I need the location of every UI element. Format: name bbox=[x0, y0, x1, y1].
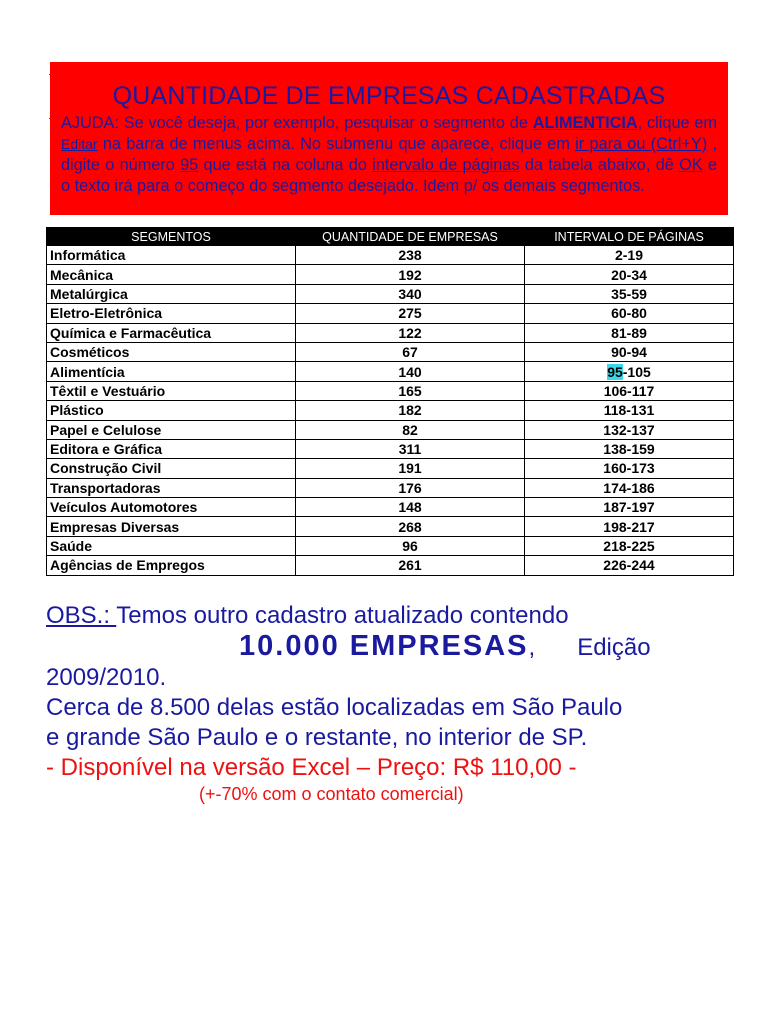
table-row bbox=[47, 265, 734, 284]
quantity-cell: 191 bbox=[296, 459, 525, 478]
help-segment-link[interactable]: ALIMENTICIA bbox=[532, 114, 638, 132]
page-range-cell: 60-80 bbox=[525, 304, 734, 323]
table-row bbox=[47, 304, 734, 323]
table-header-row bbox=[47, 228, 734, 246]
table-row bbox=[47, 362, 734, 381]
table-row bbox=[47, 459, 734, 478]
help-number-link[interactable]: 95 bbox=[180, 156, 199, 174]
help-text bbox=[61, 113, 717, 197]
page-range-cell: 226-244 bbox=[525, 556, 734, 575]
obs-commercial-note: (+-70% com o contato comercial) bbox=[199, 784, 464, 804]
column-header-segments: SEGMENTOS bbox=[47, 228, 296, 246]
help-column-link[interactable]: intervalo de páginas bbox=[372, 156, 520, 174]
page-range-cell: 198-217 bbox=[525, 517, 734, 536]
segment-cell: Construção Civil bbox=[47, 459, 296, 478]
help-menu-link[interactable]: Editar bbox=[61, 136, 98, 152]
table-row bbox=[47, 323, 734, 342]
obs-highlight: 10.000 EMPRESAS bbox=[239, 630, 529, 662]
obs-label: OBS.: bbox=[46, 602, 117, 629]
quantity-cell: 122 bbox=[296, 323, 525, 342]
table-row bbox=[47, 246, 734, 265]
quantity-cell: 182 bbox=[296, 401, 525, 420]
help-ok-link[interactable]: OK bbox=[679, 156, 703, 174]
page-range-cell: 138-159 bbox=[525, 439, 734, 458]
segments-table bbox=[46, 227, 734, 576]
help-text-part: da tabela abaixo, dê bbox=[524, 156, 674, 174]
page-range-cell: 90-94 bbox=[525, 342, 734, 361]
column-header-page-range: INTERVALO DE PÁGINAS bbox=[525, 228, 734, 246]
page-range-cell: 35-59 bbox=[525, 284, 734, 303]
obs-line-3: Cerca de 8.500 delas estão localizadas em São Paulo bbox=[46, 694, 623, 721]
page-range-rest: -105 bbox=[622, 363, 651, 380]
quantity-cell: 165 bbox=[296, 381, 525, 400]
quantity-cell: 238 bbox=[296, 246, 525, 265]
quantity-cell: 275 bbox=[296, 304, 525, 323]
table-row bbox=[47, 498, 734, 517]
quantity-cell: 140 bbox=[296, 362, 525, 381]
help-text-part: na barra de menus acima. No submenu que aparece, clique em bbox=[102, 135, 570, 153]
obs-text: Temos outro cadastro atualizado contendo bbox=[116, 602, 569, 629]
segment-cell: Têxtil e Vestuário bbox=[47, 381, 296, 400]
help-command-link[interactable]: ir para ou (Ctrl+Y) bbox=[575, 135, 708, 153]
table-row bbox=[47, 284, 734, 303]
obs-price-line: - Disponível na versão Excel – Preço: R$ 110,00 - bbox=[46, 754, 577, 781]
table-row bbox=[47, 342, 734, 361]
quantity-cell: 311 bbox=[296, 439, 525, 458]
segment-cell: Editora e Gráfica bbox=[47, 439, 296, 458]
quantity-cell: 340 bbox=[296, 284, 525, 303]
obs-line-4: e grande São Paulo e o restante, no interior de SP. bbox=[46, 724, 588, 751]
table-row bbox=[47, 401, 734, 420]
help-text-part: , digite o número bbox=[61, 135, 717, 174]
segment-cell: Eletro-Eletrônica bbox=[47, 304, 296, 323]
segment-cell: Papel e Celulose bbox=[47, 420, 296, 439]
quantity-cell: 148 bbox=[296, 498, 525, 517]
page-range-cell: 81-89 bbox=[525, 323, 734, 342]
obs-line-2 bbox=[46, 631, 726, 663]
page-title: QUANTIDADE DE EMPRESAS CADASTRADAS bbox=[112, 82, 666, 110]
page-range-cell: 187-197 bbox=[525, 498, 734, 517]
segment-cell: Metalúrgica bbox=[47, 284, 296, 303]
segment-cell: Mecânica bbox=[47, 265, 296, 284]
quantity-cell: 67 bbox=[296, 342, 525, 361]
quantity-cell: 268 bbox=[296, 517, 525, 536]
page-range-cell: 174-186 bbox=[525, 478, 734, 497]
quantity-cell: 176 bbox=[296, 478, 525, 497]
page-range-cell: 118-131 bbox=[525, 401, 734, 420]
observation-section bbox=[46, 601, 726, 805]
help-prefix: AJUDA: Se você deseja, por exemplo, pesquisar o segmento de bbox=[61, 114, 528, 132]
page-range-cell: 2-19 bbox=[525, 246, 734, 265]
quantity-cell: 96 bbox=[296, 536, 525, 555]
segment-cell: Alimentícia bbox=[47, 362, 296, 381]
table-row bbox=[47, 536, 734, 555]
segment-cell: Química e Farmacêutica bbox=[47, 323, 296, 342]
help-text-part: , clique em bbox=[637, 114, 717, 132]
quantity-cell: 82 bbox=[296, 420, 525, 439]
segment-cell: Empresas Diversas bbox=[47, 517, 296, 536]
obs-edition-year: 2009/2010. bbox=[46, 664, 167, 691]
page-range-cell: 132-137 bbox=[525, 420, 734, 439]
table-row bbox=[47, 517, 734, 536]
column-header-quantity: QUANTIDADE DE EMPRESAS bbox=[296, 228, 525, 246]
table-row bbox=[47, 381, 734, 400]
segment-cell: Transportadoras bbox=[47, 478, 296, 497]
table-row bbox=[47, 478, 734, 497]
page-range-cell: 106-117 bbox=[525, 381, 734, 400]
segment-cell: Plástico bbox=[47, 401, 296, 420]
segment-cell: Agências de Empregos bbox=[47, 556, 296, 575]
obs-edition-word: Edição bbox=[577, 634, 651, 661]
obs-comma: , bbox=[528, 634, 536, 661]
obs-line-1 bbox=[46, 601, 726, 631]
highlighted-page-number: 95 bbox=[607, 363, 623, 380]
page-range-cell: 160-173 bbox=[525, 459, 734, 478]
segment-cell: Informática bbox=[47, 246, 296, 265]
help-box bbox=[50, 62, 728, 215]
segment-cell: Veículos Automotores bbox=[47, 498, 296, 517]
table-row bbox=[47, 556, 734, 575]
table-row bbox=[47, 439, 734, 458]
quantity-cell: 192 bbox=[296, 265, 525, 284]
quantity-cell: 261 bbox=[296, 556, 525, 575]
page-range-cell: 218-225 bbox=[525, 536, 734, 555]
page-range-cell: 20-34 bbox=[525, 265, 734, 284]
segment-cell: Cosméticos bbox=[47, 342, 296, 361]
table-row bbox=[47, 420, 734, 439]
help-text-part: que está na coluna do bbox=[203, 156, 367, 174]
page-range-cell bbox=[525, 362, 734, 381]
help-text-part: e o texto irá para o começo do segmento desejado. Idem p/ os demais segmentos. bbox=[61, 156, 718, 195]
segment-cell: Saúde bbox=[47, 536, 296, 555]
